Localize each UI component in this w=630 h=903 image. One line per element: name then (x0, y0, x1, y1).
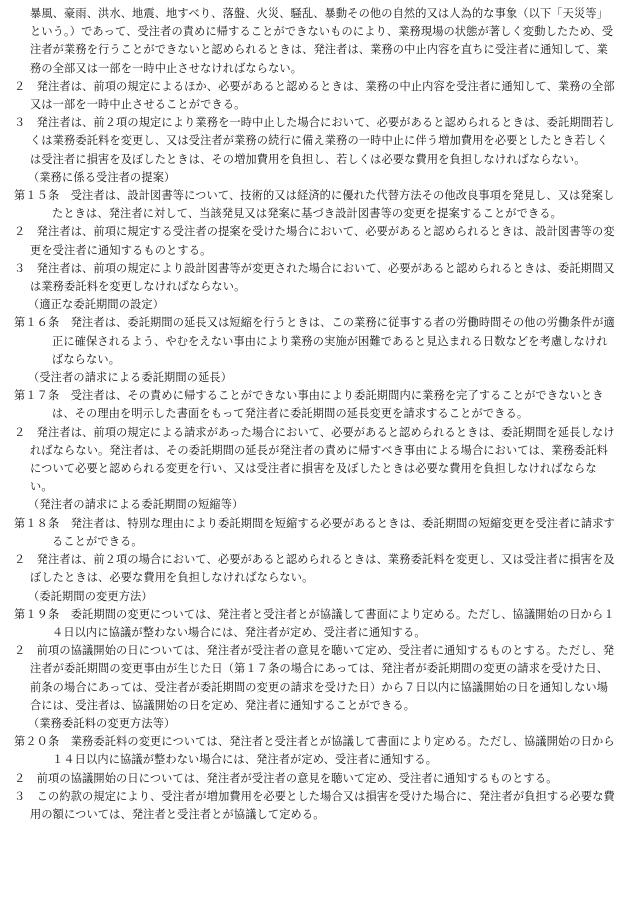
article-17: 第１７条 受注者は、その責めに帰することができない事由により委託期間内に業務を完了することができないときは、その理由を明示した書面をもって発注者に委託期間の延長変更を請求することができる。 (14, 389, 604, 421)
article-19-heading: （委託期間の変更方法） (28, 589, 153, 603)
article-19: 第１９条 委託期間の変更については、発注者と受注者とが協議して書面により定める。ただし、協議開始の日から１４日以内に協議が整わない場合には、発注者が定め、受注者に通知する。 (14, 607, 615, 639)
article-17-heading: （受注者の請求による委託期間の延長） (28, 371, 233, 385)
article-18: 第１８条 発注者は、特別な理由により委託期間を短縮する必要があるときは、委託期間の短縮変更を受注者に請求することができる。 (14, 516, 615, 548)
article-17-item-2: ２ 発注者は、前項の規定による請求があった場合において、必要があると認められるときは、委託期間を延長しなければならない。発注者は、その委託期間の延長が発注者の責めに帰すべき事由による場合においては、業務委託料について必要と認められる変更を行い、又は受注者に損害を及ぼしたときは必要な費用を負担しなければならない。 (14, 425, 615, 494)
article-15: 第１５条 受注者は、設計図書等について、技術的又は経済的に優れた代替方法その他改良事項を発見し、又は発案したときは、発注者に対して、当該発見又は発案に基づき設計図書等の変更を提案することができる。 (14, 189, 615, 221)
article-14-item-2: ２ 発注者は、前項の規定によるほか、必要があると認めるときは、業務の中止内容を受注者に通知して、業務の全部又は一部を一時中止させることができる。 (14, 79, 615, 112)
article-19-item-2: ２ 前項の協議開始の日については、発注者が受注者の意見を聴いて定め、受注者に通知するものとする。ただし、発注者が委託期間の変更事由が生じた日（第１７条の場合にあっては、発注者が委託期間の変更の請求を受けた日、前条の場合にあっては、受注者が委託期間の変更の請求を受けた日）から７日以内に協議開始の日を通知しない場合には、受注者は、協議開始の日を定め、発注者に通知することができる。 (14, 644, 615, 712)
article-20-item-3: ３ この約款の規定により、受注者が増加費用を必要とした場合又は損害を受けた場合に、発注者が負担する必要な費用の額については、発注者と受注者とが協議して定める。 (14, 789, 615, 821)
article-20-heading: （業務委託料の変更方法等） (28, 716, 176, 730)
article-14-continuation: 暴風、豪雨、洪水、地震、地すべり、落盤、火災、騒乱、暴動その他の自然的又は人為的な事象（以下「天災等」という。）であって、受注者の責めに帰することができないものにより、業務現場の状態が著しく変動したため、受注者が業務を行うことができないと認められるときは、発注者は、業務の中止内容を直ちに受注者に通知して、業務の全部又は一部を一時中止させなければならない。 (30, 7, 614, 75)
article-15-item-3: ３ 発注者は、前項の規定により設計図書等が変更された場合において、必要があると認められるときは、委託期間又は業務委託料を変更しなければならない。 (14, 261, 615, 294)
article-18-item-2: ２ 発注者は、前２項の場合において、必要があると認められるときは、業務委託料を変更し、又は受注者に損害を及ぼしたときは、必要な費用を負担しなければならない。 (14, 553, 615, 585)
article-16: 第１６条 発注者は、委託期間の延長又は短縮を行うときは、この業務に従事する者の労働時間その他の労働条件が適正に確保されるよう、やむをえない事由により業務の実施が困難であると見込まれる日数などを考慮しなければならない。 (14, 316, 615, 366)
article-15-heading: （業務に係る受注者の提案） (28, 170, 176, 184)
article-18-heading: （発注者の請求による委託期間の短縮等） (28, 498, 244, 512)
article-20: 第２０条 業務委託料の変更については、発注者と受注者とが協議して書面により定める。ただし、協議開始の日から１４日以内に協議が整わない場合には、発注者が定め、受注者に通知する。 (14, 735, 615, 767)
article-14-item-3: ３ 発注者は、前２項の規定により業務を一時中止した場合において、必要があると認められるときは、委託期間若しくは業務委託料を変更し、又は受注者が業務の続行に備え業務の一時中止に伴う増加費用を必要としたとき若しくは受注者に損害を及ぼしたときは、その増加費用を負担し、若しくは必要な費用を負担しなければならない。 (14, 116, 615, 166)
article-15-item-2: ２ 発注者は、前項に規定する受注者の提案を受けた場合において、必要があると認められるときは、設計図書等の変更を受注者に通知するものとする。 (14, 225, 615, 257)
article-20-item-2: ２ 前項の協議開始の日については、発注者が受注者の意見を聴いて定め、受注者に通知するものとする。 (14, 771, 558, 785)
article-16-heading: （適正な委託期間の設定） (28, 298, 165, 312)
